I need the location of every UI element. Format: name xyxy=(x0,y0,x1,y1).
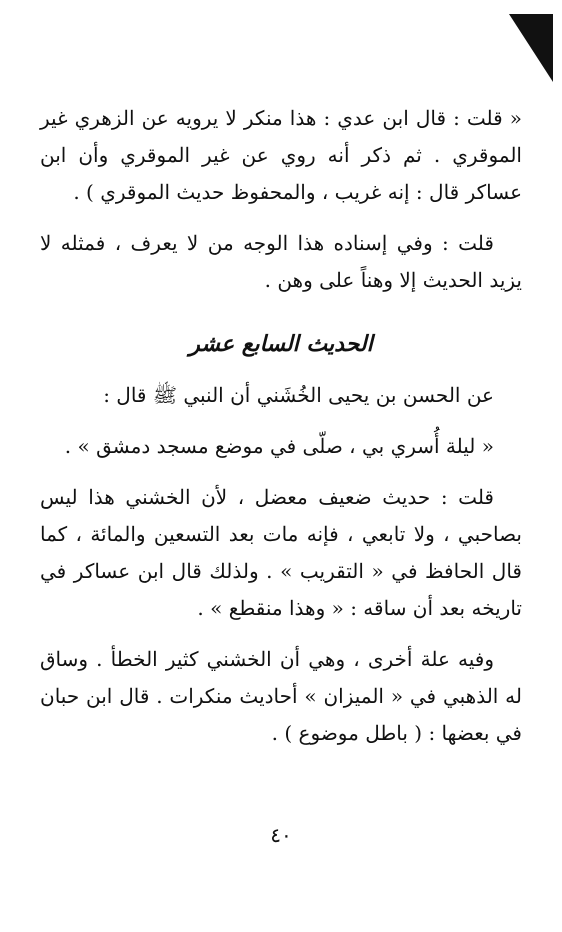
section-heading: الحديث السابع عشر xyxy=(189,331,373,357)
paragraph-isnad-comment: قلت : وفي إسناده هذا الوجه من لا يعرف ، فمثله لا يزيد الحديث إلا وهناً على وهن . xyxy=(40,231,522,292)
corner-triangle-mark xyxy=(509,14,553,82)
page-number: ٤٠ xyxy=(270,823,292,847)
paragraph-ibn-adi-quote: « قلت : قال ابن عدي : هذا منكر لا يرويه عن الزهري غير الموقري . ثم ذكر أنه روي عن غير الموقري وأن ابن عساكر قال : إنه غريب ، والمحفوظ حديث الموقري ) . xyxy=(40,106,522,204)
paragraph-grading: قلت : حديث ضعيف معضل ، لأن الخشني هذا ليس بصاحبي ، ولا تابعي ، فإنه مات بعد التسعين والمائة ، كما قال الحافظ في « التقريب » . ولذلك قال ابن عساكر في تاريخه بعد أن ساقه : « وهذا منقطع » . xyxy=(40,485,522,620)
page-body xyxy=(40,100,522,752)
paragraph-hadith-text: « ليلة أُسري بي ، صلّى في موضع مسجد دمشق » . xyxy=(64,434,494,458)
paragraph-second-defect: وفيه علة أخرى ، وهي أن الخشني كثير الخطأ . وساق له الذهبي في « الميزان » أحاديث منكرات . قال ابن حبان في بعضها : ( باطل موضوع ) . xyxy=(40,647,522,745)
paragraph-hadith-chain: عن الحسن بن يحيى الخُشَني أن النبي ﷺ قال : xyxy=(103,383,494,407)
